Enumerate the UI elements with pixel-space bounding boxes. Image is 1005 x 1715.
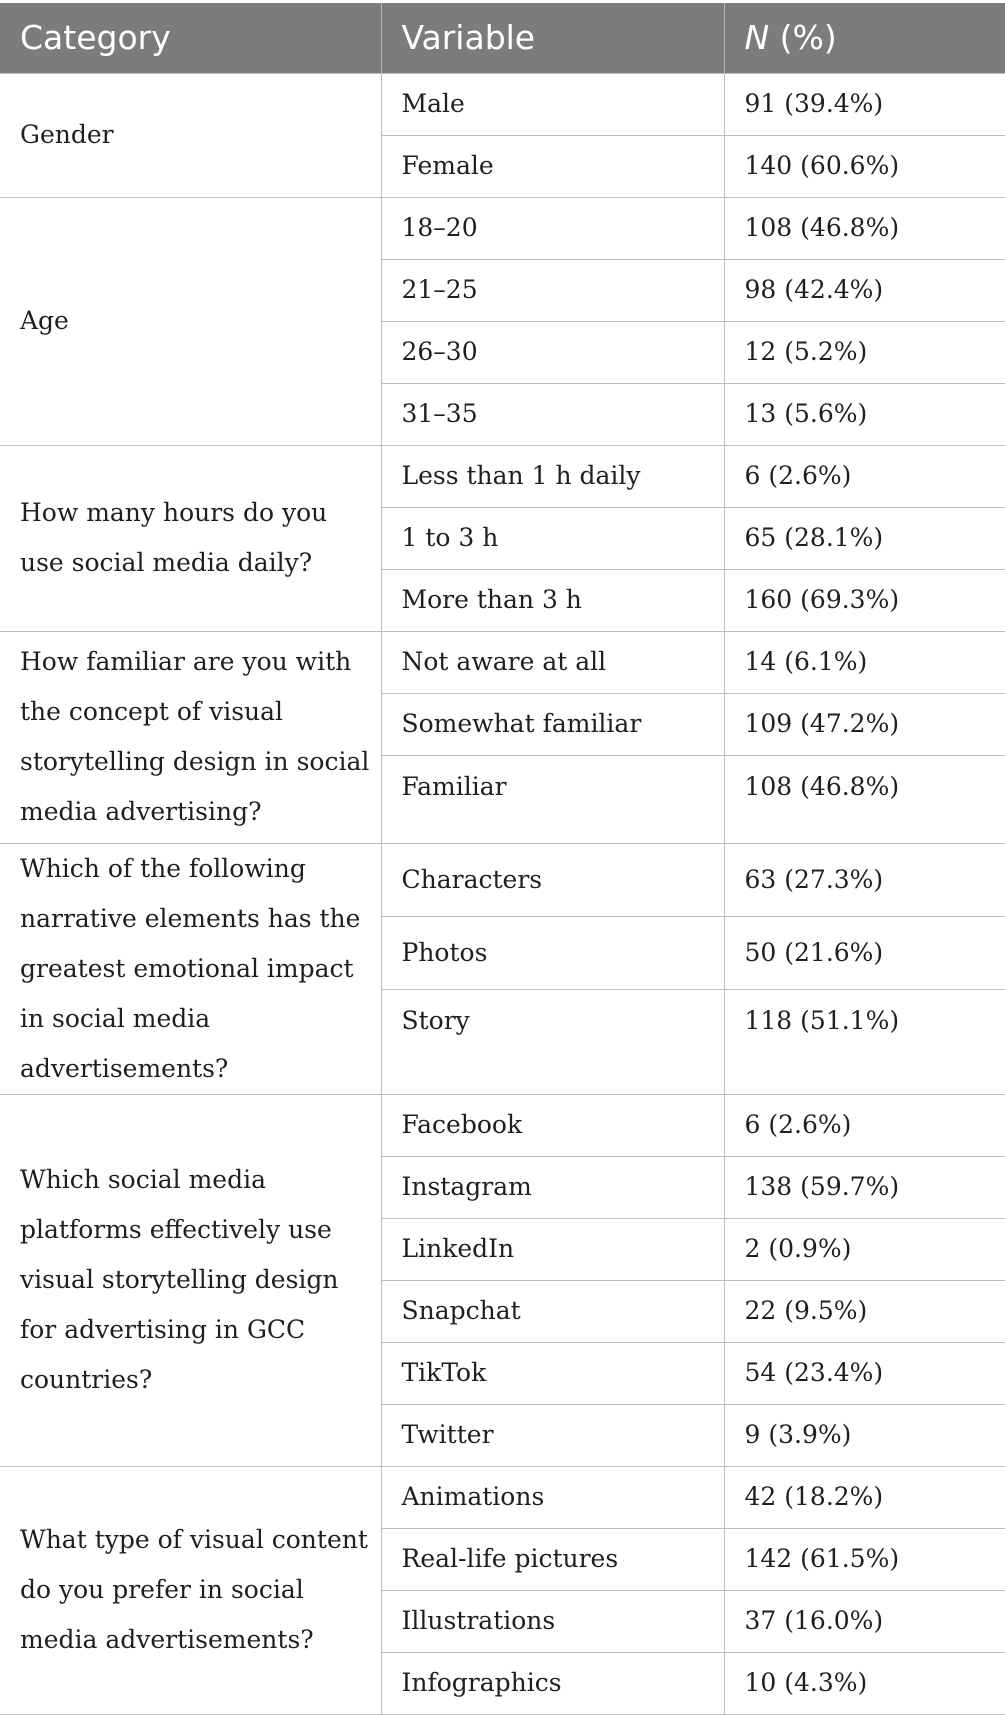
header-percent: (%): [769, 18, 837, 58]
table-header: [0, 3, 1005, 73]
variable-cell: Characters: [381, 843, 724, 916]
variable-cell: Twitter: [381, 1404, 724, 1466]
value-cell: 98 (42.4%): [724, 259, 1005, 321]
variable-cell: Facebook: [381, 1094, 724, 1156]
variable-cell: 26–30: [381, 321, 724, 383]
value-cell: 2 (0.9%): [724, 1218, 1005, 1280]
value-cell: 108 (46.8%): [724, 197, 1005, 259]
variable-cell: Less than 1 h daily: [381, 445, 724, 507]
category-cell: Age: [0, 197, 381, 445]
value-cell: 42 (18.2%): [724, 1466, 1005, 1528]
header-n: N: [744, 18, 770, 58]
value-cell: 50 (21.6%): [724, 916, 1005, 989]
value-cell: 12 (5.2%): [724, 321, 1005, 383]
variable-cell: Photos: [381, 916, 724, 989]
variable-cell: Snapchat: [381, 1280, 724, 1342]
variable-cell: Male: [381, 73, 724, 135]
value-cell: 138 (59.7%): [724, 1156, 1005, 1218]
value-cell: 22 (9.5%): [724, 1280, 1005, 1342]
header-category: Category: [0, 3, 381, 73]
category-cell: Gender: [0, 73, 381, 197]
value-cell: 118 (51.1%): [724, 990, 1005, 1094]
header-variable: Variable: [381, 3, 724, 73]
variable-cell: 31–35: [381, 383, 724, 445]
variable-cell: Somewhat familiar: [381, 693, 724, 755]
value-cell: 65 (28.1%): [724, 507, 1005, 569]
variable-cell: TikTok: [381, 1342, 724, 1404]
category-cell: Which social media platforms effectively use visual storytelling design for advertising in GCC countries?: [0, 1094, 381, 1466]
variable-cell: Familiar: [381, 755, 724, 843]
value-cell: 37 (16.0%): [724, 1590, 1005, 1652]
variable-cell: Infographics: [381, 1652, 724, 1714]
variable-cell: More than 3 h: [381, 569, 724, 631]
category-cell: How many hours do you use social media daily?: [0, 445, 381, 631]
value-cell: 6 (2.6%): [724, 445, 1005, 507]
demographics-table: [0, 3, 1005, 1715]
table-row: [0, 1094, 1005, 1156]
value-cell: 140 (60.6%): [724, 135, 1005, 197]
header-n-percent: [724, 3, 1005, 73]
value-cell: 9 (3.9%): [724, 1404, 1005, 1466]
variable-cell: Story: [381, 990, 724, 1094]
table-row: [0, 1466, 1005, 1528]
variable-cell: 18–20: [381, 197, 724, 259]
variable-cell: Not aware at all: [381, 631, 724, 693]
variable-cell: 1 to 3 h: [381, 507, 724, 569]
variable-cell: LinkedIn: [381, 1218, 724, 1280]
value-cell: 54 (23.4%): [724, 1342, 1005, 1404]
table-row: [0, 197, 1005, 259]
value-cell: 109 (47.2%): [724, 693, 1005, 755]
variable-cell: 21–25: [381, 259, 724, 321]
category-cell: Which of the following narrative elements has the greatest emotional impact in social media advertisements?: [0, 843, 381, 1094]
table-row: [0, 843, 1005, 916]
value-cell: 108 (46.8%): [724, 755, 1005, 843]
value-cell: 13 (5.6%): [724, 383, 1005, 445]
category-cell: How familiar are you with the concept of visual storytelling design in social media advertising?: [0, 631, 381, 843]
table-row: [0, 631, 1005, 693]
variable-cell: Animations: [381, 1466, 724, 1528]
variable-cell: Instagram: [381, 1156, 724, 1218]
variable-cell: Female: [381, 135, 724, 197]
value-cell: 63 (27.3%): [724, 843, 1005, 916]
variable-cell: Illustrations: [381, 1590, 724, 1652]
value-cell: 91 (39.4%): [724, 73, 1005, 135]
table-row: [0, 73, 1005, 135]
table-body: [0, 73, 1005, 1714]
value-cell: 14 (6.1%): [724, 631, 1005, 693]
category-cell: What type of visual content do you prefer in social media advertisements?: [0, 1466, 381, 1714]
value-cell: 6 (2.6%): [724, 1094, 1005, 1156]
variable-cell: Real-life pictures: [381, 1528, 724, 1590]
value-cell: 142 (61.5%): [724, 1528, 1005, 1590]
value-cell: 160 (69.3%): [724, 569, 1005, 631]
table-row: [0, 445, 1005, 507]
value-cell: 10 (4.3%): [724, 1652, 1005, 1714]
